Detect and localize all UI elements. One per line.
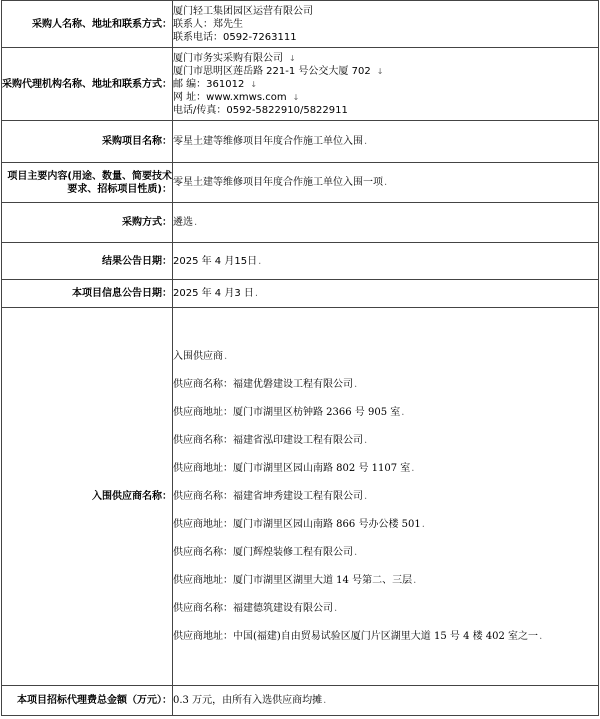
row-result-date [2, 243, 599, 280]
line-break-mark: ↓ [289, 53, 296, 63]
supplier-address-2: 供应商地址：厦门市湖里区园山南路 802 号 1107 室 [173, 463, 411, 474]
project-name-label: 采购项目名称： [2, 121, 173, 163]
purchaser-info [173, 1, 599, 48]
paragraph-mark: . [539, 631, 543, 642]
paragraph-mark: . [364, 435, 368, 446]
purchaser-contact: 联系人：郑先生 [173, 18, 243, 30]
project-content-label-line1: 项目主要内容(用途、数量、简要技术 [7, 170, 172, 182]
paragraph-mark: . [364, 491, 368, 502]
project-content-label-line2: 要求、招标项目性质)： [67, 183, 172, 195]
row-suppliers [2, 308, 599, 686]
paragraph-mark: . [194, 217, 198, 228]
row-purchaser [2, 1, 599, 48]
purchaser-label: 采购人名称、地址和联系方式： [2, 1, 173, 48]
supplier-address-3: 供应商地址：厦门市湖里区园山南路 866 号办公楼 501 [173, 519, 421, 530]
supplier-name-4: 供应商名称：厦门辉煌装修工程有限公司 [173, 547, 353, 558]
fee-label: 本项目招标代理费总金额（万元）： [2, 686, 173, 716]
paragraph-mark: . [334, 603, 338, 614]
row-fee [2, 686, 599, 716]
purchaser-name: 厦门轻工集团园区运营有限公司 [173, 5, 313, 17]
agency-phone: 电话/传真：0592-5822910/5822911 [173, 104, 348, 116]
suppliers-label: 入围供应商名称： [2, 308, 173, 686]
purchaser-phone: 联系电话：0592-7263111 [173, 31, 297, 43]
agency-label: 采购代理机构名称、地址和联系方式： [2, 48, 173, 121]
paragraph-mark: . [354, 547, 358, 558]
supplier-address-1: 供应商地址：厦门市湖里区枋钟路 2366 号 905 室 [173, 407, 401, 418]
project-content-value: 零星土建等维修项目年度合作施工单位入围一项 [173, 177, 383, 188]
supplier-address-5: 供应商地址：中国(福建)自由贸易试验区厦门片区湖里大道 15 号 4 楼 402 室之一 [173, 631, 539, 642]
method-value: 遴选 [173, 217, 193, 228]
row-agency [2, 48, 599, 121]
agency-info [173, 48, 599, 121]
suppliers-intro: 入围供应商 [173, 351, 223, 362]
paragraph-mark: . [411, 463, 415, 474]
row-project-content [2, 163, 599, 203]
paragraph-mark: . [254, 288, 259, 299]
paragraph-mark: . [401, 407, 405, 418]
row-info-date [2, 280, 599, 308]
suppliers-list [173, 308, 599, 686]
agency-postcode: 邮 编：361012 [173, 78, 245, 90]
method-label: 采购方式： [2, 203, 173, 243]
supplier-name-5: 供应商名称：福建德筑建设有限公司 [173, 603, 333, 614]
paragraph-mark: . [364, 136, 368, 147]
paragraph-mark: . [384, 177, 388, 188]
agency-name: 厦门市务实采购有限公司 [173, 52, 283, 64]
row-project-name [2, 121, 599, 163]
supplier-address-4: 供应商地址：厦门市湖里区湖里大道 14 号第二、三层 [173, 575, 413, 586]
project-name-value: 零星土建等维修项目年度合作施工单位入围 [173, 136, 363, 147]
announcement-table [1, 0, 599, 716]
supplier-name-1: 供应商名称：福建优磐建设工程有限公司 [173, 379, 353, 390]
line-break-mark: ↓ [376, 66, 384, 76]
agency-address: 厦门市思明区莲岳路 221-1 号公交大厦 702 [173, 65, 371, 77]
line-break-mark: ↓ [250, 79, 258, 89]
supplier-name-2: 供应商名称：福建省泓印建设工程有限公司 [173, 435, 363, 446]
paragraph-mark: . [413, 575, 417, 586]
paragraph-mark: . [354, 379, 358, 390]
supplier-name-3: 供应商名称：福建省坤秀建设工程有限公司 [173, 491, 363, 502]
line-break-mark: ↓ [292, 92, 300, 102]
result-date-value: 2025 年 4 月15日 [173, 255, 258, 267]
paragraph-mark: . [224, 351, 228, 362]
result-date-label: 结果公告日期： [2, 243, 173, 280]
project-content-label [2, 163, 173, 203]
paragraph-mark: . [258, 255, 262, 267]
paragraph-mark: . [323, 695, 327, 706]
paragraph-mark: . [421, 519, 425, 530]
agency-website: 网 址：www.xmws.com [173, 91, 287, 103]
row-method [2, 203, 599, 243]
fee-value: 0.3 万元，由所有入选供应商均摊 [173, 695, 323, 706]
info-date-value: 2025 年 4 月3 日 [173, 288, 254, 299]
info-date-label: 本项目信息公告日期： [2, 280, 173, 308]
